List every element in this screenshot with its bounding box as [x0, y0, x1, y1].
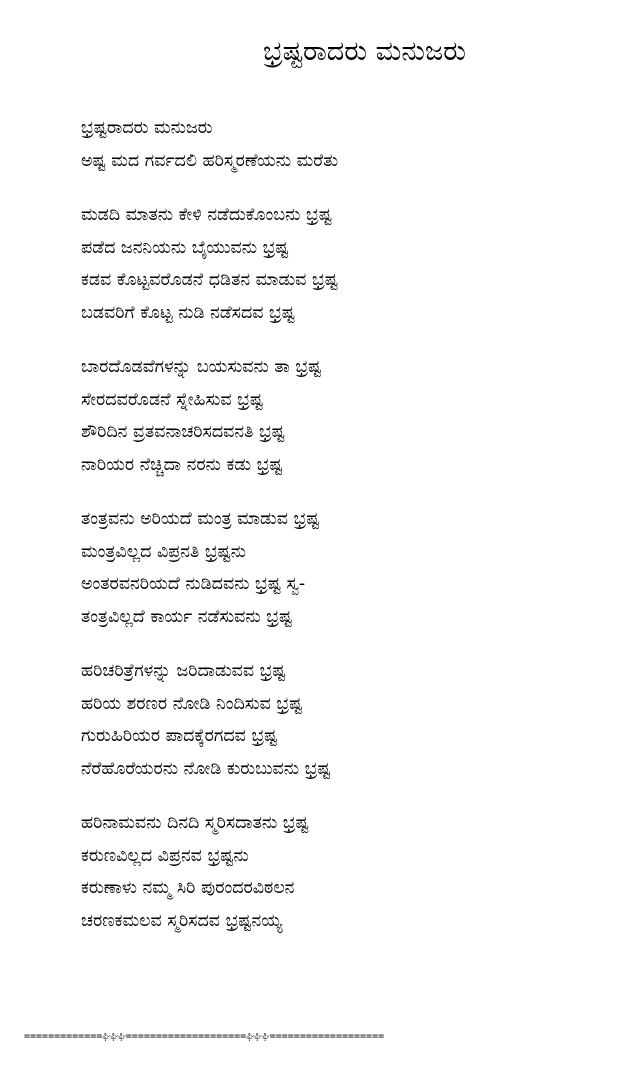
poem-line: ಗುರುಹಿರಿಯರ ಪಾದಕ್ಕೆರಗದವ ಭ್ರಷ್ಟ: [81, 726, 278, 746]
poem-line: ಅಷ್ಟ ಮದ ಗರ್ವದಲಿ ಹರಿಸ್ಮರಣೆಯನು ಮರೆತು: [81, 150, 339, 171]
poem-line: ಪಡೆದ ಜನನಿಯನು ಬೈಯುವನು ಭ್ರಷ್ಟ: [81, 237, 289, 258]
poem-line: ನೆರೆಹೊರೆಯರನು ನೋಡಿ ಕುರುಬುವನು ಭ್ರಷ್ಟ: [81, 758, 331, 779]
poem-line: ಅಂತರವನರಿಯದೆ ನುಡಿದವನು ಭ್ರಷ್ಟ ಸ್ವ-: [81, 574, 306, 594]
poem-line: ಹರಿಯ ಶರಣರ ನೋಡಿ ನಿಂದಿಸುವ ಭ್ರಷ್ಟ: [81, 693, 303, 714]
poem-line: ಮಡದಿ ಮಾತನು ಕೇಳಿ ನಡೆದುಕೊಂಬನು ಭ್ರಷ್ಟ: [81, 205, 332, 225]
stanza: [81, 199, 621, 329]
poem-line: ತಂತ್ರವನು ಅರಿಯದೆ ಮಂತ್ರ ಮಾಡುವ ಭ್ರಷ್ಟ: [81, 509, 320, 529]
poem-line: ಸೇರದವರೊಡನೆ ಸ್ನೇಹಿಸುವ ಭ್ರಷ್ಟ: [81, 389, 264, 410]
poem-line: ಕಡವ ಕೊಟ್ಟವರೊಡನೆ ಧಡಿತನ ಮಾಡುವ ಭ್ರಷ್ಟ: [81, 270, 338, 290]
page-title: ಭ್ರಷ್ಟರಾದರು ಮನುಜರು: [263, 36, 466, 67]
stanza: [81, 503, 621, 633]
poem-line: ಬಾರದೊಡವೆಗಳನ್ನು ಬಯಸುವನು ತಾ ಭ್ರಷ್ಟ: [81, 357, 322, 377]
poem-line: ಕರುಣವಿಲ್ಲದ ವಿಪ್ರನವ ಭ್ರಷ್ಟನು: [81, 845, 249, 866]
stanza: [81, 112, 621, 177]
poem-line: ಕರುಣಾಳು ನಮ್ಮ ಸಿರಿ ಪುರಂದರವಿಠಲನ: [81, 878, 295, 898]
poem-line: ನಾರಿಯರ ನೆಚ್ಚಿದಾ ನರನು ಕಡು ಭ್ರಷ್ಟ: [81, 454, 283, 475]
poem-line: ತಂತ್ರವಿಲ್ಲದೆ ಕಾರ್ಯ ನಡೆಸುವನು ಭ್ರಷ್ಟ: [81, 606, 293, 627]
poem-line: ಶೌರಿದಿನ ವ್ರತವನಾಚರಿಸದವನತಿ ಭ್ರಷ್ಟ: [81, 422, 285, 442]
poem-line: ಚರಣಕಮಲವ ಸ್ಮರಿಸದವ ಭ್ರಷ್ಟನಯ್ಯ: [81, 910, 283, 931]
footer-divider: =============ಘಿಘಿಘಿ====================ಘಿಘಿಘಿ===================: [24, 1031, 385, 1042]
stanza: [81, 807, 621, 937]
poem-line: ಬಡವರಿಗೆ ಕೊಟ್ಟ ನುಡಿ ನಡೆಸದವ ಭ್ರಷ್ಟ: [81, 302, 295, 323]
poem-line: ಭ್ರಷ್ಟರಾದರು ಮನುಜರು: [81, 118, 213, 138]
poem-line: ಹರಿಚರಿತ್ರೆಗಳನ್ನು ಜರಿದಾಡುವವ ಭ್ರಷ್ಟ: [81, 661, 286, 681]
poem-body: [81, 112, 621, 959]
poem-line: ಹರಿನಾಮವನು ದಿನದಿ ಸ್ಮರಿಸದಾತನು ಭ್ರಷ್ಟ: [81, 813, 309, 833]
stanza: [81, 655, 621, 785]
poem-line: ಮಂತ್ರವಿಲ್ಲದ ವಿಪ್ರನತಿ ಭ್ರಷ್ಟನು: [81, 541, 247, 562]
stanza: [81, 351, 621, 481]
